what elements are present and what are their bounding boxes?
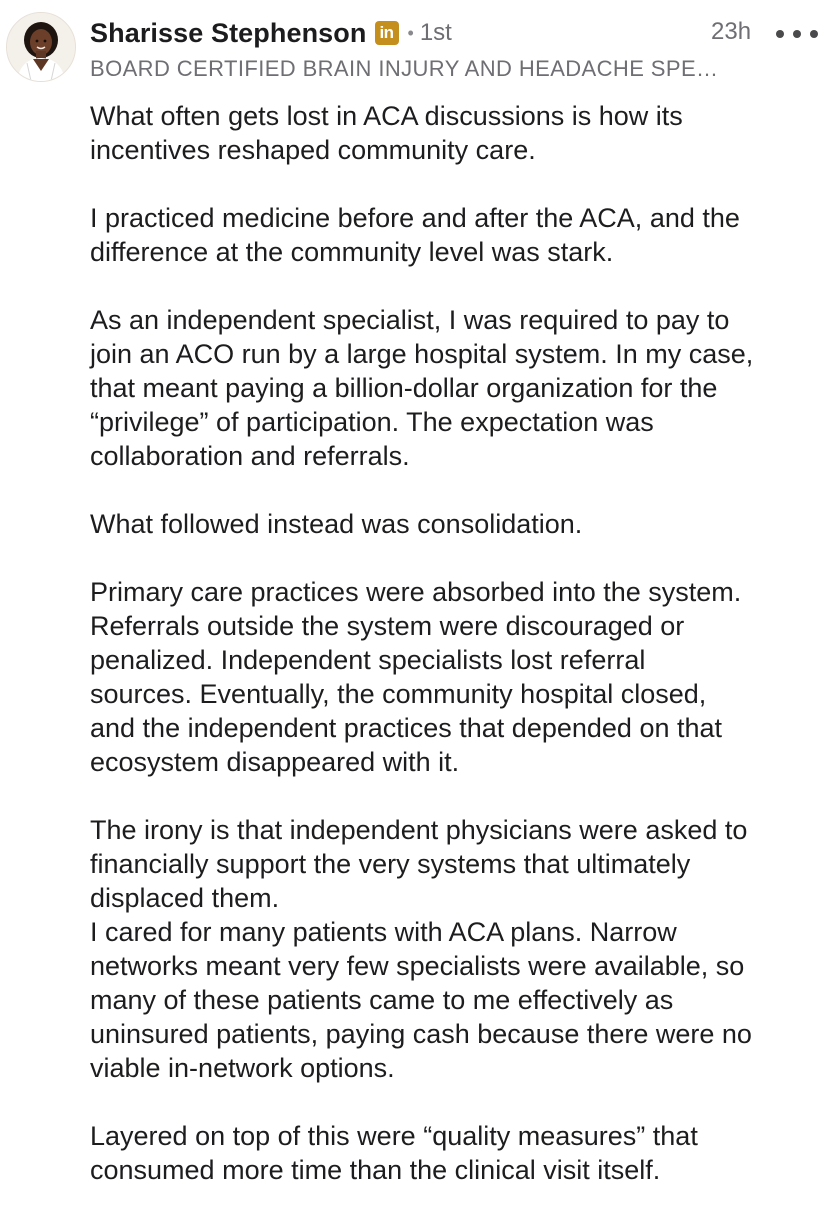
post-paragraph: I practiced medicine before and after the ACA, and the difference at the community level was stark. <box>90 203 740 267</box>
author-avatar[interactable] <box>6 12 76 82</box>
post-paragraph: What followed instead was consolidation. <box>90 509 583 539</box>
post-paragraph: As an independent specialist, I was required to pay to join an ACO run by a large hospital system. In my case, that meant paying a billion-dollar organization for the “privilege” of participation. The expectation was collaboration and referrals. <box>90 305 754 471</box>
more-dot <box>776 30 784 38</box>
linkedin-premium-icon: in <box>375 21 399 45</box>
post-paragraph: Primary care practices were absorbed into the system. Referrals outside the system were discouraged or penalized. Independent specialists lost referral sources. Eventually, the community hospital closed, and the independent practices that depended on that ecosystem disappeared with it. <box>90 577 742 777</box>
connection-degree: 1st <box>419 19 452 46</box>
author-name-row <box>90 16 452 50</box>
post-paragraph: The irony is that independent physicians were asked to financially support the very systems that ultimately displaced them. <box>90 815 748 913</box>
post-paragraph: What often gets lost in ACA discussions is how its incentives reshaped community care. <box>90 101 683 165</box>
avatar-photo-icon <box>7 13 75 81</box>
post-paragraph: Layered on top of this were “quality measures” that consumed more time than the clinical visit itself. <box>90 1121 698 1185</box>
author-headline: BOARD CERTIFIED BRAIN INJURY AND HEADACHE SPE… <box>90 56 719 81</box>
more-dot <box>810 30 818 38</box>
more-options-icon[interactable] <box>776 22 818 46</box>
more-dot <box>793 30 801 38</box>
post-paragraph: I cared for many patients with ACA plans. Narrow networks meant very few specialists were available, so many of these patients came to me effectively as uninsured patients, paying cash because there were no viable in-network options. <box>90 917 752 1083</box>
post-body <box>90 99 820 1221</box>
post-header <box>0 0 826 90</box>
author-name[interactable]: Sharisse Stephenson <box>90 17 367 48</box>
separator-dot: • <box>407 22 414 43</box>
post-timestamp: 23h <box>711 18 752 45</box>
